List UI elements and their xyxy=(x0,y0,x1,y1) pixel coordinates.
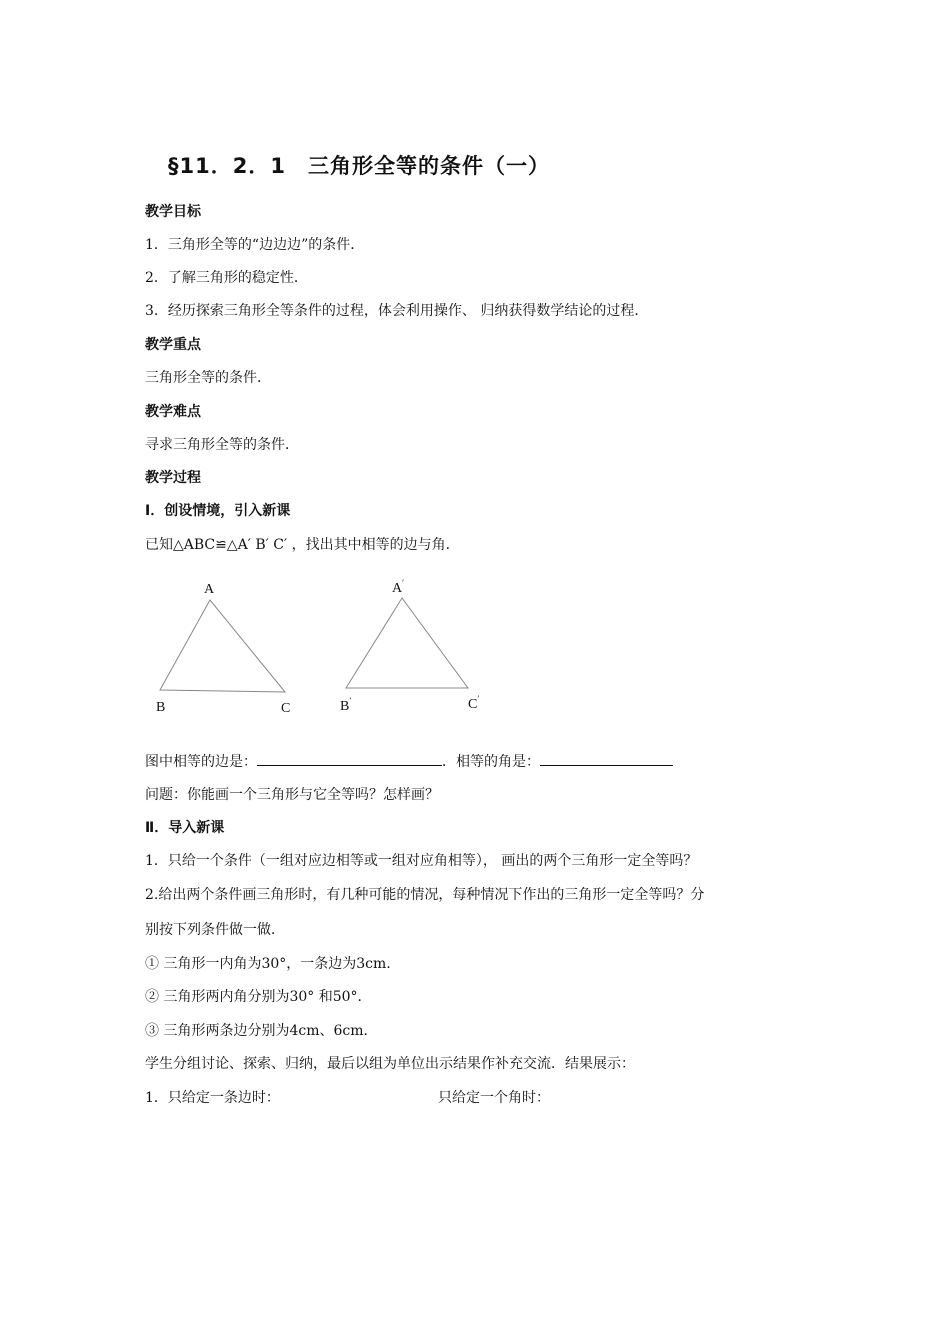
vertex-c-label: C xyxy=(281,701,291,716)
objective-item-3: 3．经历探索三角形全等条件的过程，体会利用操作、 归纳获得数学结论的过程． xyxy=(145,303,649,319)
equal-sides-label: 图中相等的边是： xyxy=(145,754,257,770)
section2-q2-line2: 别按下列条件做一做． xyxy=(145,922,285,938)
objective-item-2: 2．了解三角形的稳定性． xyxy=(145,270,308,286)
equal-sides-blank[interactable] xyxy=(257,751,442,766)
vertex-a-prime-label: A′ xyxy=(392,578,405,596)
fill-in-line xyxy=(145,751,673,772)
equal-angles-blank[interactable] xyxy=(540,751,673,766)
section2-q2-line1: 2.给出两个条件画三角形时，有几种可能的情况，每种情况下作出的三角形一定全等吗？分 xyxy=(145,887,705,903)
objective-item-1: 1．三角形全等的“边边边”的条件． xyxy=(145,237,365,253)
section2-heading: Ⅱ．导入新课 xyxy=(145,820,225,836)
triangle-abc-prime xyxy=(346,598,468,688)
section2-q1: 1．只给一个条件（一组对应边相等或一组对应角相等）， 画出的两个三角形一定全等吗？ xyxy=(145,853,698,869)
section1-question: 问题：你能画一个三角形与它全等吗？怎样画？ xyxy=(145,787,439,803)
equal-angles-label: ．相等的角是： xyxy=(442,754,540,770)
key-point-heading: 教学重点 xyxy=(145,337,201,353)
vertex-c-prime-label: C′ xyxy=(468,694,480,712)
difficulty-heading: 教学难点 xyxy=(145,404,201,420)
congruent-triangles-figure xyxy=(140,570,500,720)
vertex-a-label: A xyxy=(204,582,215,597)
condition-2: ② 三角形两内角分别为30° 和50°． xyxy=(145,989,372,1005)
result-one-side: 1．只给定一条边时： xyxy=(145,1090,280,1106)
result-one-angle: 只给定一个角时： xyxy=(438,1090,550,1106)
objectives-heading: 教学目标 xyxy=(145,204,201,220)
section1-heading: Ⅰ．创设情境，引入新课 xyxy=(145,503,291,519)
difficulty-text: 寻求三角形全等的条件． xyxy=(145,437,299,453)
vertex-b-prime-label: B′ xyxy=(340,696,352,714)
condition-1: ① 三角形一内角为30°，一条边为3cm. xyxy=(145,956,391,972)
key-point-text: 三角形全等的条件． xyxy=(145,370,271,386)
discussion-text: 学生分组讨论、探索、归纳，最后以组为单位出示结果作补充交流．结果展示： xyxy=(145,1056,635,1072)
triangle-abc xyxy=(160,600,285,692)
process-heading: 教学过程 xyxy=(145,470,201,486)
section1-intro: 已知△ABC≌△A′ B′ C′ ，找出其中相等的边与角． xyxy=(145,537,460,553)
page-title: §11．2．1 三角形全等的条件（一） xyxy=(168,154,550,178)
vertex-b-label: B xyxy=(156,700,166,715)
condition-3: ③ 三角形两条边分别为4cm、6cm． xyxy=(145,1023,378,1039)
